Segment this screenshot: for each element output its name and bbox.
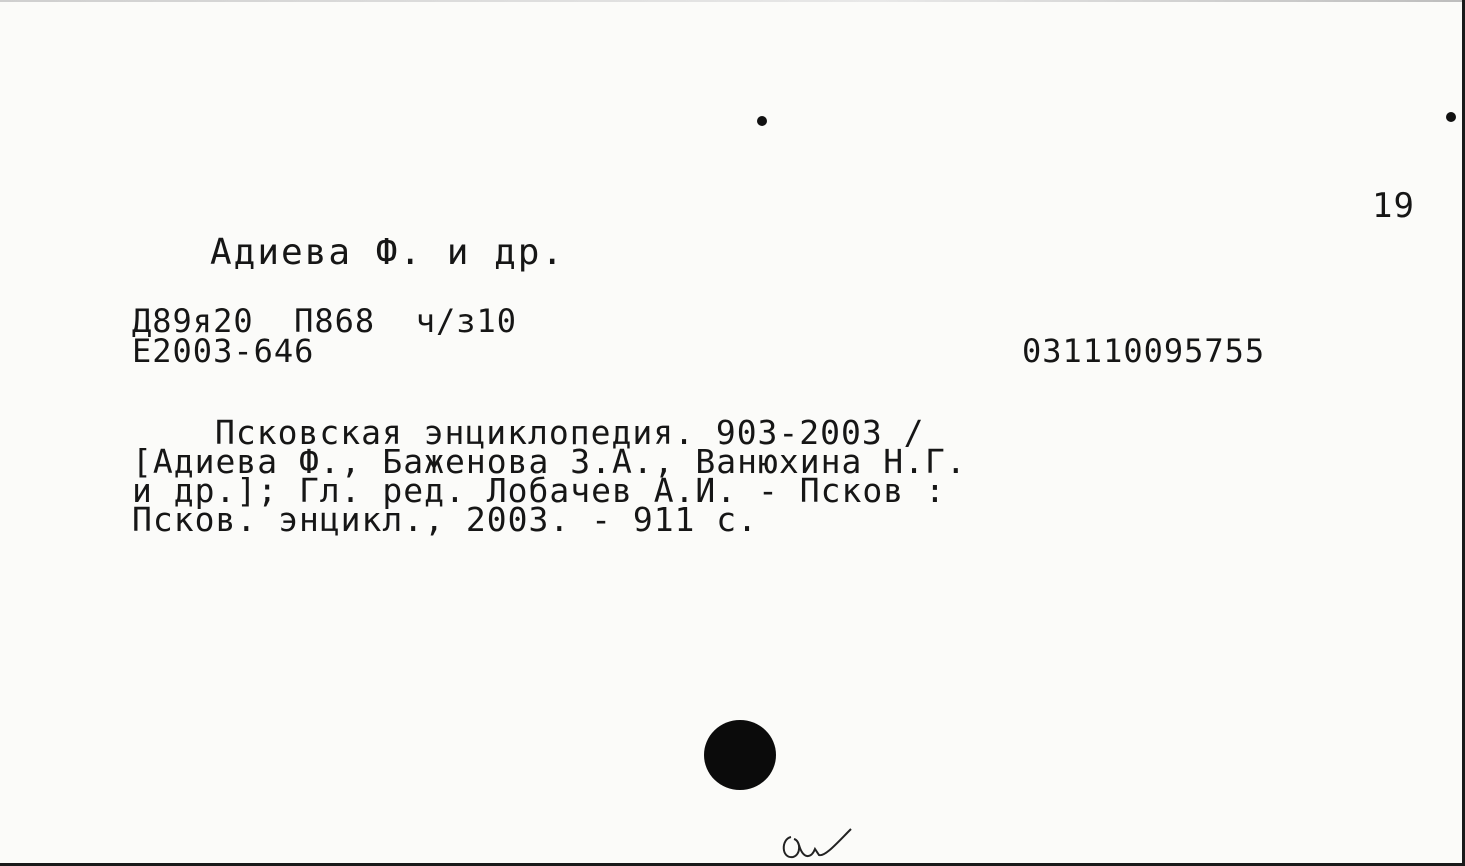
author-heading: Адиева Ф. и др. xyxy=(210,232,566,273)
punch-dot-top-center xyxy=(757,116,767,126)
page-number: 19 xyxy=(1372,186,1415,226)
punch-hole xyxy=(704,720,776,790)
punch-dot-top-right xyxy=(1446,112,1456,122)
shelf-code-line1: Д89я20 П868 ч/з10 xyxy=(132,302,518,340)
description-line: [Адиева Ф., Баженова З.А., Ванюхина Н.Г. xyxy=(132,442,967,481)
shelf-code-line2: Е2003-646 xyxy=(132,332,315,370)
description-line: и др.]; Гл. ред. Лобачев А.И. - Псков : xyxy=(132,471,946,510)
description-line: Псковская энциклопедия. 903-2003 / xyxy=(215,413,925,452)
accession-number: 031110095755 xyxy=(1022,332,1266,370)
card-top-edge xyxy=(0,0,1465,2)
handwritten-mark xyxy=(777,815,857,865)
description-line: Псков. энцикл., 2003. - 911 с. xyxy=(132,500,759,539)
